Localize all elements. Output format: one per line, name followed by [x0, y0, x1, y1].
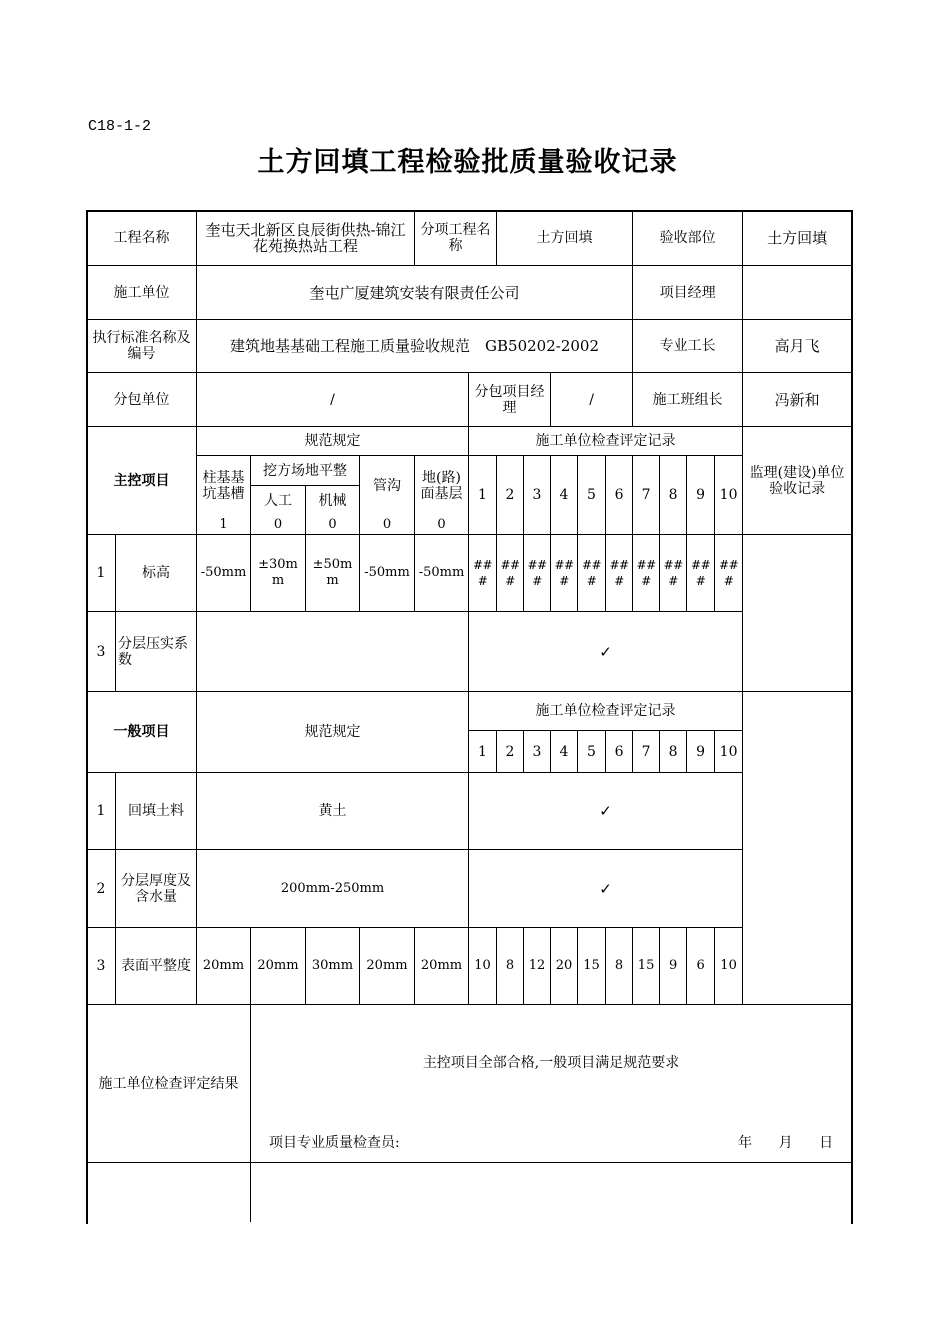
- acceptance-part-value: 土方回填: [743, 211, 851, 266]
- record-table-frame: [86, 210, 851, 1222]
- general-supervision-cell: [743, 692, 851, 1005]
- main-item-name: 标高: [116, 535, 197, 612]
- sub-value-manual: 0: [251, 516, 306, 535]
- col-pipe-label: 管沟: [360, 456, 415, 516]
- main-item-no: 1: [87, 535, 116, 612]
- general-item-row: [87, 850, 852, 928]
- main-spec-cell: -50mm: [197, 535, 251, 612]
- header-row-standard: [87, 320, 852, 373]
- general-spec-cell: 30mm: [306, 928, 360, 1005]
- col-manual-label: 人工: [251, 486, 306, 516]
- main-control-header-row-2: [87, 456, 852, 486]
- team-leader-value: 冯新和: [743, 373, 851, 427]
- inspector-label: 项目专业质量检查员:: [269, 1135, 400, 1151]
- main-record-cell: ###: [606, 535, 633, 612]
- col-machine-label: 机械: [306, 486, 360, 516]
- main-record-cell: ###: [524, 535, 551, 612]
- general-record-cell: 10: [469, 928, 497, 1005]
- general-spec-cell: 20mm: [251, 928, 306, 1005]
- supervision-result-content: [251, 1163, 852, 1223]
- general-section-label: 一般项目: [87, 692, 197, 773]
- general-num-9: 9: [687, 731, 715, 773]
- check-mark-icon: ✓: [469, 850, 743, 928]
- project-manager-value: [743, 266, 851, 320]
- main-spec-cell: ±30mm: [251, 535, 306, 612]
- result-label: 施工单位检查评定结果: [87, 1005, 251, 1163]
- page-title: 土方回填工程检验批质量验收记录: [257, 147, 678, 178]
- foreman-value: 高月飞: [743, 320, 851, 373]
- general-spec-cell: 20mm: [360, 928, 415, 1005]
- general-record-label: 施工单位检查评定记录: [469, 692, 743, 731]
- main-spec-label: 规范规定: [197, 427, 469, 456]
- subcontract-unit-label: 分包单位: [87, 373, 197, 427]
- sub-value-road: 0: [415, 516, 469, 535]
- main-num-4: 4: [551, 456, 578, 535]
- general-record-cell: 8: [606, 928, 633, 1005]
- main-spec-cell: [197, 612, 469, 692]
- subproject-value: 土方回填: [497, 211, 633, 266]
- subcontract-pm-label: 分包项目经理: [469, 373, 551, 427]
- main-item-no: 3: [87, 612, 116, 692]
- general-num-1: 1: [469, 731, 497, 773]
- general-item-no: 2: [87, 850, 116, 928]
- result-conclusion: 主控项目全部合格,一般项目满足规范要求: [422, 1055, 680, 1071]
- general-item-row: [87, 928, 852, 1005]
- sub-value-pipe: 0: [360, 516, 415, 535]
- main-supervision-cell: [743, 535, 851, 692]
- main-num-2: 2: [497, 456, 524, 535]
- main-num-9: 9: [687, 456, 715, 535]
- main-record-cell: ###: [660, 535, 687, 612]
- check-mark-icon: ✓: [469, 773, 743, 850]
- standard-value: 建筑地基基础工程施工质量验收规范 GB50202-2002: [197, 320, 633, 373]
- project-name-label: 工程名称: [87, 211, 197, 266]
- general-spec-cell: 黄土: [197, 773, 469, 850]
- col-field-label: 挖方场地平整: [251, 456, 360, 486]
- general-header-row-1: [87, 692, 852, 731]
- main-record-cell: ###: [633, 535, 660, 612]
- main-item-row: [87, 535, 852, 612]
- construction-unit-value: 奎屯广厦建筑安装有限责任公司: [197, 266, 633, 320]
- general-num-2: 2: [497, 731, 524, 773]
- date-fields: [716, 1135, 833, 1151]
- header-row-subcontract: [87, 373, 852, 427]
- general-num-5: 5: [578, 731, 606, 773]
- construction-unit-label: 施工单位: [87, 266, 197, 320]
- general-item-row: [87, 773, 852, 850]
- sub-value-pit: 1: [197, 516, 251, 535]
- main-record-cell: ###: [469, 535, 497, 612]
- general-record-cell: 9: [660, 928, 687, 1005]
- general-record-cell: 8: [497, 928, 524, 1005]
- supervision-label: 监理(建设)单位验收记录: [743, 427, 851, 535]
- general-record-cell: 12: [524, 928, 551, 1005]
- col-road-label: 地(路)面基层: [415, 456, 469, 516]
- project-name-value: 奎屯天北新区良辰街供热-锦江花苑换热站工程: [197, 211, 415, 266]
- date-month: 月: [778, 1135, 793, 1151]
- general-item-name: 表面平整度: [116, 928, 197, 1005]
- general-record-cell: 20: [551, 928, 578, 1005]
- general-num-7: 7: [633, 731, 660, 773]
- subcontract-unit-value: /: [197, 373, 469, 427]
- subproject-label: 分项工程名称: [415, 211, 497, 266]
- date-day: 日: [819, 1135, 834, 1151]
- main-record-cell: ###: [578, 535, 606, 612]
- main-item-name: 分层压实系数: [116, 612, 197, 692]
- main-record-cell: ###: [687, 535, 715, 612]
- date-year: 年: [738, 1135, 753, 1151]
- main-num-7: 7: [633, 456, 660, 535]
- main-num-6: 6: [606, 456, 633, 535]
- main-spec-cell: ±50mm: [306, 535, 360, 612]
- acceptance-part-label: 验收部位: [633, 211, 743, 266]
- general-record-cell: 15: [578, 928, 606, 1005]
- header-row-construction: [87, 266, 852, 320]
- main-num-1: 1: [469, 456, 497, 535]
- supervision-result-label: [87, 1163, 251, 1223]
- record-table: [86, 210, 851, 1222]
- general-num-6: 6: [606, 731, 633, 773]
- general-record-cell: 10: [715, 928, 743, 1005]
- sub-value-machine: 0: [306, 516, 360, 535]
- general-item-no: 1: [87, 773, 116, 850]
- team-leader-label: 施工班组长: [633, 373, 743, 427]
- general-num-4: 4: [551, 731, 578, 773]
- general-num-3: 3: [524, 731, 551, 773]
- general-record-cell: 15: [633, 928, 660, 1005]
- general-item-no: 3: [87, 928, 116, 1005]
- general-spec-cell: 20mm: [415, 928, 469, 1005]
- main-num-8: 8: [660, 456, 687, 535]
- result-row: [87, 1005, 852, 1163]
- standard-label: 执行标准名称及编号: [87, 320, 197, 373]
- general-num-8: 8: [660, 731, 687, 773]
- main-control-header-row-1: [87, 427, 852, 456]
- subcontract-pm-value: /: [551, 373, 633, 427]
- main-record-cell: ###: [497, 535, 524, 612]
- main-record-cell: ###: [551, 535, 578, 612]
- main-item-row: [87, 612, 852, 692]
- main-num-10: 10: [715, 456, 743, 535]
- check-mark-icon: ✓: [469, 612, 743, 692]
- foreman-label: 专业工长: [633, 320, 743, 373]
- result-content: [251, 1005, 852, 1163]
- main-num-5: 5: [578, 456, 606, 535]
- col-pit-label: 柱基基坑基槽: [197, 456, 251, 516]
- document-code: C18-1-2: [88, 118, 152, 135]
- general-spec-cell: 20mm: [197, 928, 251, 1005]
- main-record-cell: ###: [715, 535, 743, 612]
- supervision-result-row: [87, 1163, 852, 1223]
- signature-line: [251, 1135, 851, 1151]
- main-record-label: 施工单位检查评定记录: [469, 427, 743, 456]
- general-item-name: 回填土料: [116, 773, 197, 850]
- main-spec-cell: -50mm: [415, 535, 469, 612]
- general-record-cell: 6: [687, 928, 715, 1005]
- general-spec-label: 规范规定: [197, 692, 469, 773]
- general-num-10: 10: [715, 731, 743, 773]
- main-control-section-label: 主控项目: [87, 427, 197, 535]
- general-spec-cell: 200mm-250mm: [197, 850, 469, 928]
- general-item-name: 分层厚度及含水量: [116, 850, 197, 928]
- main-num-3: 3: [524, 456, 551, 535]
- header-row-project: [87, 211, 852, 266]
- main-spec-cell: -50mm: [360, 535, 415, 612]
- project-manager-label: 项目经理: [633, 266, 743, 320]
